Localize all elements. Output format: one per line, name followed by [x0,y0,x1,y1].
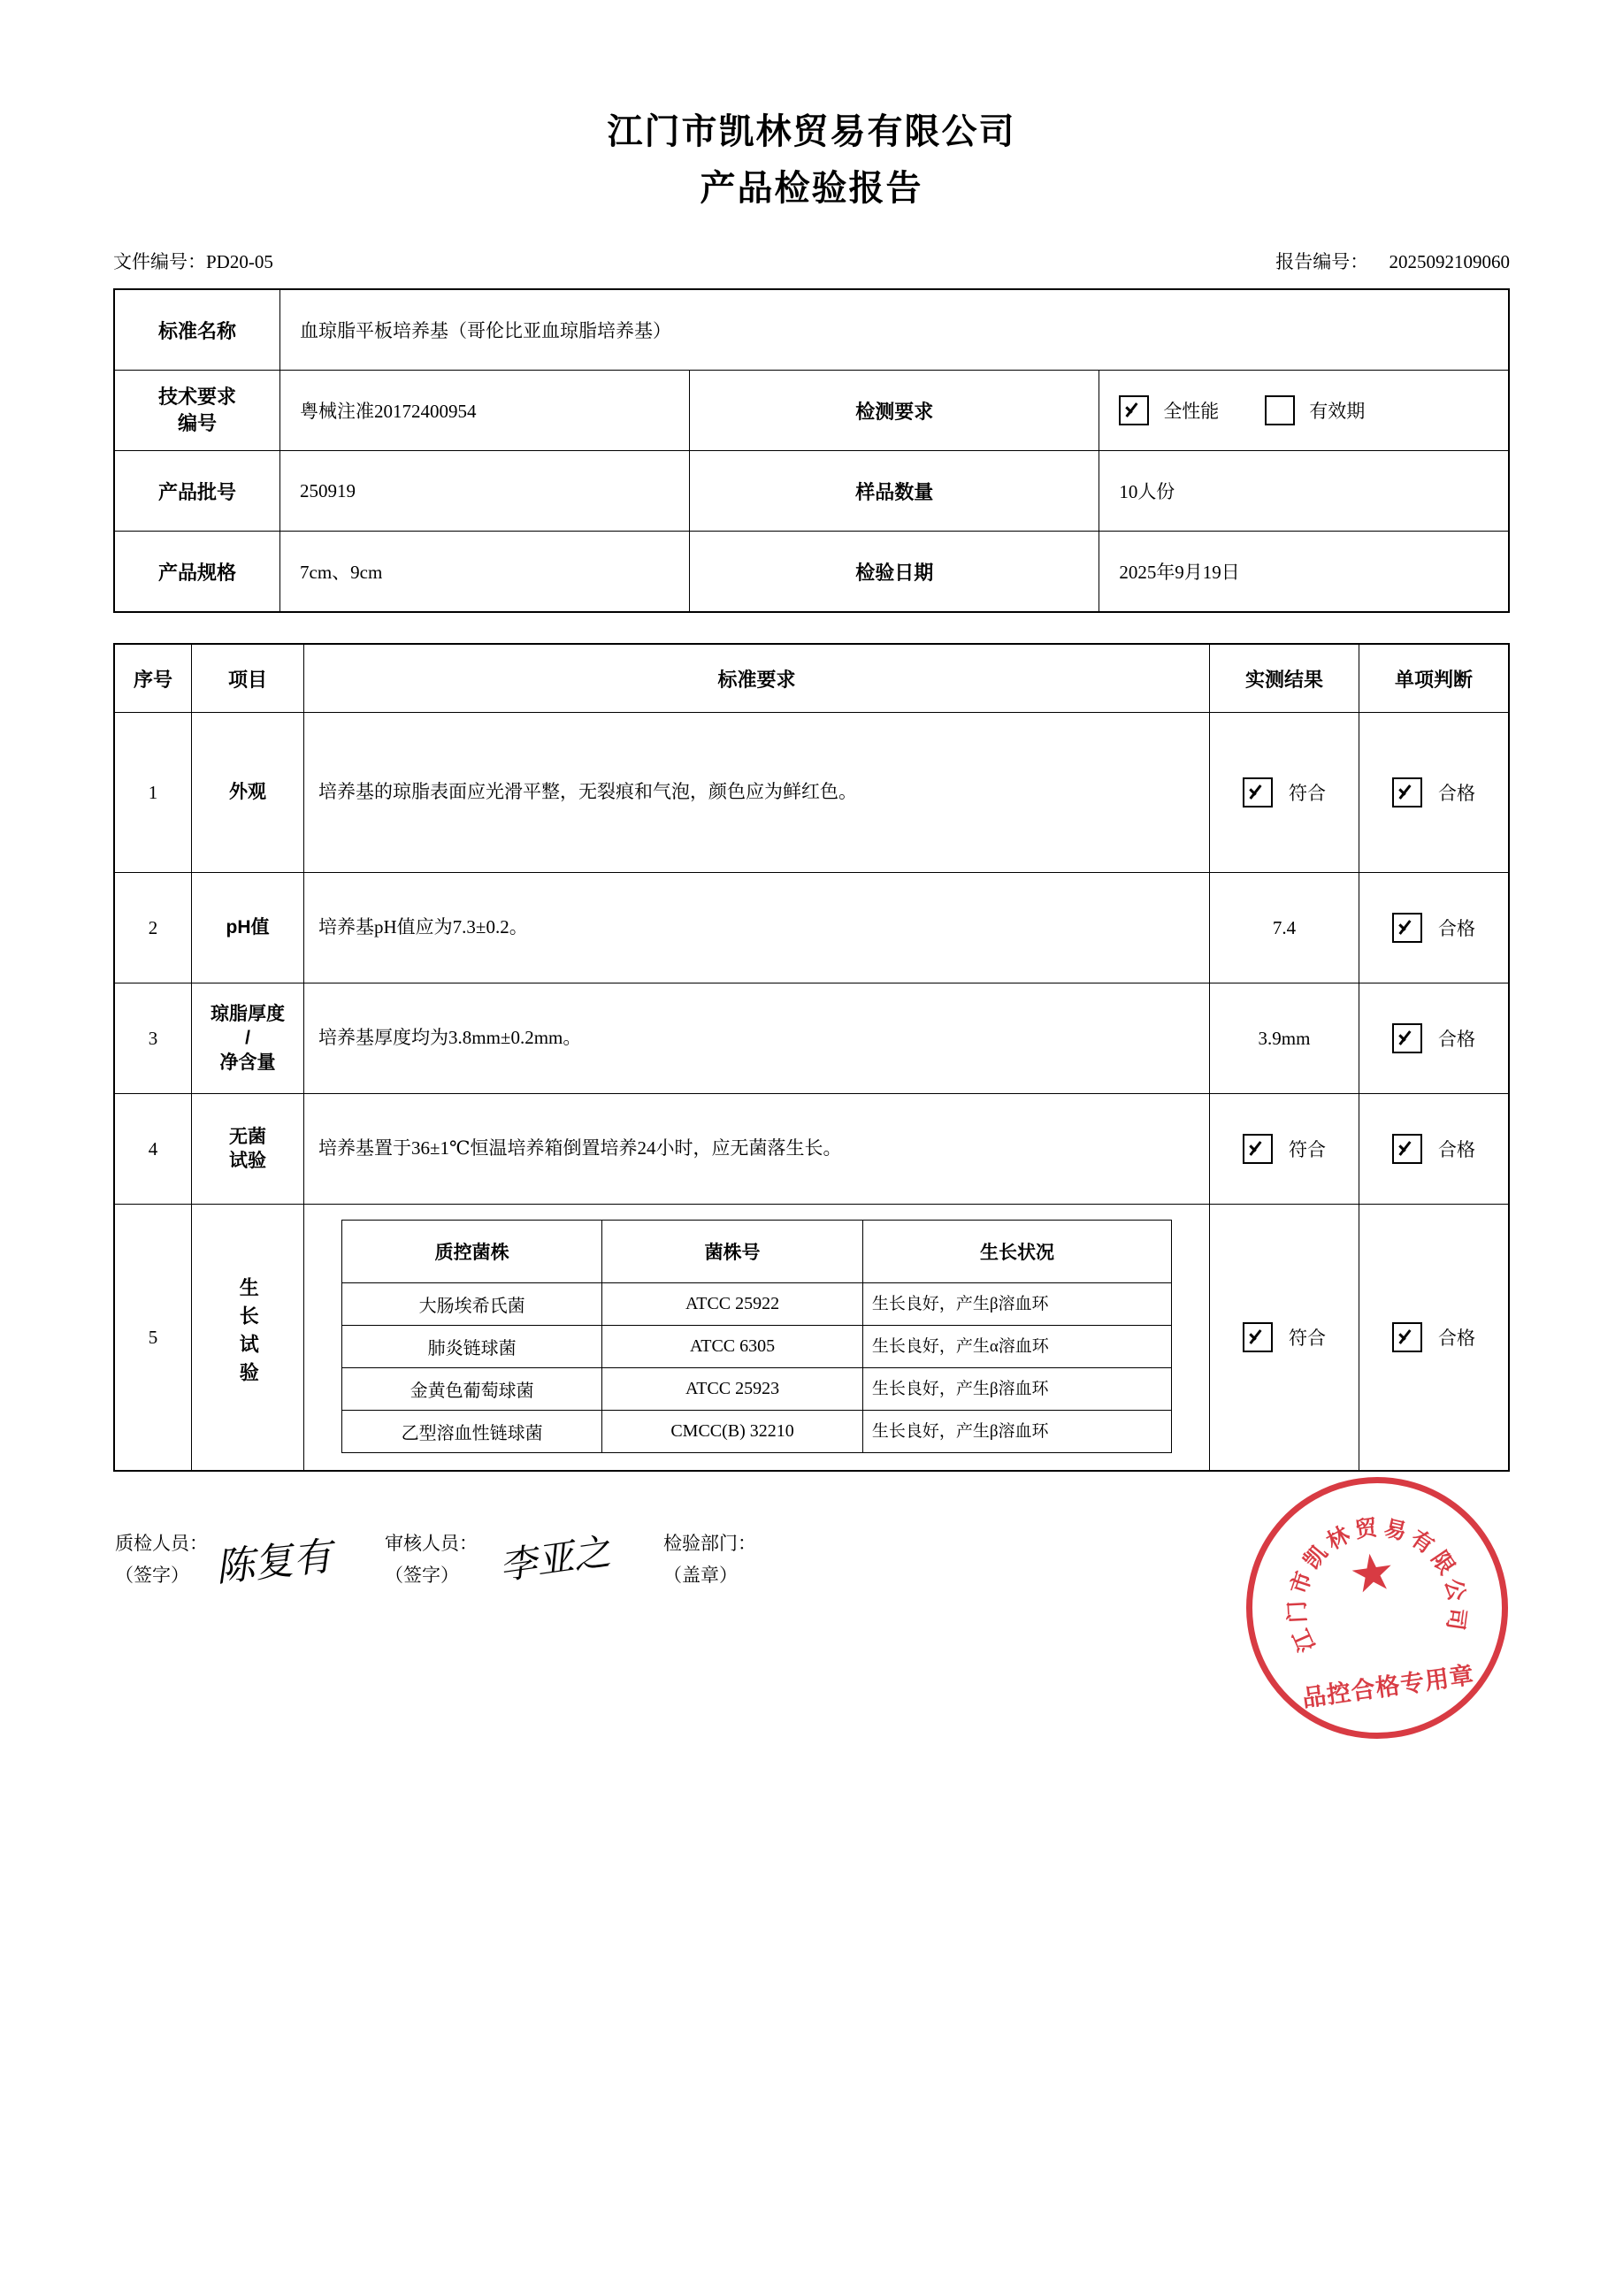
strain-growth: 生长良好，产生β溶血环 [862,1283,1171,1326]
row-item: pH值 [192,873,304,983]
empty-box-icon[interactable] [1265,395,1295,425]
review-signature-block [385,1528,614,1591]
strain-no: ATCC 25922 [602,1283,862,1326]
check-icon[interactable] [1243,777,1273,807]
check-icon[interactable] [1119,395,1149,425]
star-icon: ★ [1345,1541,1399,1605]
batch-label: 产品批号 [114,451,280,532]
check-icon[interactable] [1392,1322,1422,1352]
checkbox-full-performance[interactable] [1119,395,1219,425]
table-row [341,1368,1171,1411]
row-no: 2 [114,873,192,983]
row-item-line2: 试验 [229,1151,266,1171]
row-item [192,1094,304,1205]
check-icon[interactable] [1392,1134,1422,1164]
row-no: 5 [114,1205,192,1472]
strain-growth: 生长良好，产生β溶血环 [862,1368,1171,1411]
table-row [341,1326,1171,1368]
result-label: 符合 [1289,1139,1326,1160]
strain-name: 乙型溶血性链球菌 [341,1411,601,1453]
row-result [1210,1094,1359,1205]
stamp-bottom-text: 品控合格专用章 [1300,1661,1476,1712]
results-table [113,643,1510,1472]
check-icon[interactable] [1392,913,1422,943]
info-table [113,288,1510,613]
table-row [114,371,1509,451]
strain-no: ATCC 25923 [602,1368,862,1411]
judgement-label: 合格 [1438,783,1475,804]
row-item-line1: 琼脂厚度 [211,1004,285,1025]
table-row [114,873,1509,983]
signature-area [113,1515,1510,1712]
row-judgement [1359,1094,1510,1205]
table-row [114,451,1509,532]
judgement-label: 合格 [1438,918,1475,939]
header-judgement: 单项判断 [1359,644,1510,713]
table-row [114,1205,1509,1472]
test-req-options [1099,371,1509,451]
company-name: 江门市凯林贸易有限公司 [607,112,1016,151]
qc-label-line1: 质检人员： [115,1533,208,1554]
table-row [114,1094,1509,1205]
test-req-label: 检测要求 [690,371,1099,451]
table-row [114,983,1509,1094]
strain-name: 金黄色葡萄球菌 [341,1368,601,1411]
judgement-checkbox[interactable] [1360,1023,1507,1053]
judgement-checkbox[interactable] [1360,913,1507,943]
row-result [1210,1205,1359,1472]
tech-req-value: 粤械注准20172400954 [280,371,690,451]
checkbox-validity-period-label: 有效期 [1309,401,1366,422]
report-number-label: 报告编号： [1275,251,1369,272]
check-icon[interactable] [1243,1134,1273,1164]
review-signature: 李亚之 [496,1532,614,1588]
checkbox-full-performance-label: 全性能 [1163,401,1220,422]
row-item-label: 生长试验 [237,1277,260,1391]
review-labels [385,1528,478,1591]
judgement-checkbox[interactable] [1360,777,1507,807]
row-requirement: 培养基置于36±1℃恒温培养箱倒置培养24小时，应无菌落生长。 [304,1094,1210,1205]
spec-value: 7cm、9cm [280,532,690,613]
table-header-row [341,1221,1171,1283]
std-name-value: 血琼脂平板培养基（哥伦比亚血琼脂培养基） [280,289,1510,371]
page-title [113,106,1510,214]
spec-label: 产品规格 [114,532,280,613]
result-checkbox[interactable] [1211,1134,1358,1164]
dept-stamp-block [663,1528,756,1591]
dept-labels [663,1528,756,1591]
review-label-line1: 审核人员： [385,1533,478,1554]
row-requirement [304,1205,1210,1472]
batch-value: 250919 [280,451,690,532]
check-icon[interactable] [1392,1023,1422,1053]
table-row [114,289,1509,371]
row-item [192,1205,304,1472]
header-no: 序号 [114,644,192,713]
qc-signature-block [115,1528,332,1591]
table-header-row [114,644,1509,713]
qc-signature: 陈复有 [213,1534,334,1590]
checkbox-validity-period[interactable] [1265,395,1365,425]
report-number-value: 2025092109060 [1389,251,1510,272]
sample-qty-value: 10人份 [1099,451,1509,532]
strain-growth: 生长良好，产生α溶血环 [862,1326,1171,1368]
strain-growth: 生长良好，产生β溶血环 [862,1411,1171,1453]
row-no: 4 [114,1094,192,1205]
company-stamp [1229,1460,1525,1756]
row-item-line3: 净含量 [219,1052,276,1073]
test-date-value: 2025年9月19日 [1099,532,1509,613]
row-item-line1: 无菌 [229,1126,266,1147]
strain-header-no: 菌株号 [602,1221,862,1283]
row-no: 3 [114,983,192,1094]
row-result: 3.9mm [1210,983,1359,1094]
std-name-label: 标准名称 [114,289,280,371]
row-item [192,983,304,1094]
qc-label-line2: （签字） [115,1564,189,1586]
strain-header-growth: 生长状况 [862,1221,1171,1283]
strain-no: ATCC 6305 [602,1326,862,1368]
result-label: 符合 [1289,1328,1326,1349]
report-number [1275,248,1510,274]
dept-label-line2: （盖章） [663,1564,739,1586]
row-judgement [1359,983,1510,1094]
judgement-checkbox[interactable] [1360,1134,1507,1164]
row-requirement: 培养基pH值应为7.3±0.2。 [304,873,1210,983]
row-item-line2: / [245,1028,250,1049]
tech-req-label-line1: 技术要求 [157,386,236,409]
row-item: 外观 [192,713,304,873]
row-result [1210,713,1359,873]
row-requirement: 培养基的琼脂表面应光滑平整，无裂痕和气泡，颜色应为鲜红色。 [304,713,1210,873]
doc-number: 文件编号：PD20-05 [113,251,273,272]
tech-req-label-line2: 编号 [177,412,217,434]
review-label-line2: （签字） [385,1564,459,1586]
judgement-label: 合格 [1438,1029,1475,1050]
table-row [341,1411,1171,1453]
strain-header-name: 质控菌株 [341,1221,601,1283]
test-date-label: 检验日期 [690,532,1099,613]
strain-name: 肺炎链球菌 [341,1326,601,1368]
row-judgement [1359,873,1510,983]
table-row [341,1283,1171,1326]
sample-qty-label: 样品数量 [690,451,1099,532]
dept-label-line1: 检验部门： [663,1533,757,1554]
strain-name: 大肠埃希氏菌 [341,1283,601,1326]
header-result: 实测结果 [1210,644,1359,713]
judgement-label: 合格 [1438,1328,1475,1349]
result-checkbox[interactable] [1211,777,1358,807]
document-meta [113,248,1510,274]
strain-table [341,1220,1172,1453]
row-judgement [1359,713,1510,873]
row-result: 7.4 [1210,873,1359,983]
table-row [114,532,1509,613]
header-item: 项目 [192,644,304,713]
tech-req-label [114,371,280,451]
result-checkbox[interactable] [1211,1322,1358,1352]
check-icon[interactable] [1243,1322,1273,1352]
row-requirement: 培养基厚度均为3.8mm±0.2mm。 [304,983,1210,1094]
qc-labels [115,1528,208,1591]
judgement-checkbox[interactable] [1360,1322,1507,1352]
judgement-label: 合格 [1438,1139,1475,1160]
row-judgement [1359,1205,1510,1472]
table-row [114,713,1509,873]
result-label: 符合 [1289,783,1326,804]
report-title: 产品检验报告 [700,169,923,208]
strain-no: CMCC(B) 32210 [602,1411,862,1453]
row-no: 1 [114,713,192,873]
header-requirement: 标准要求 [304,644,1210,713]
check-icon[interactable] [1392,777,1422,807]
stamp-ring-text: 江 门 市 凯 林 贸 易 有 限 公 司 [1284,1515,1470,1656]
